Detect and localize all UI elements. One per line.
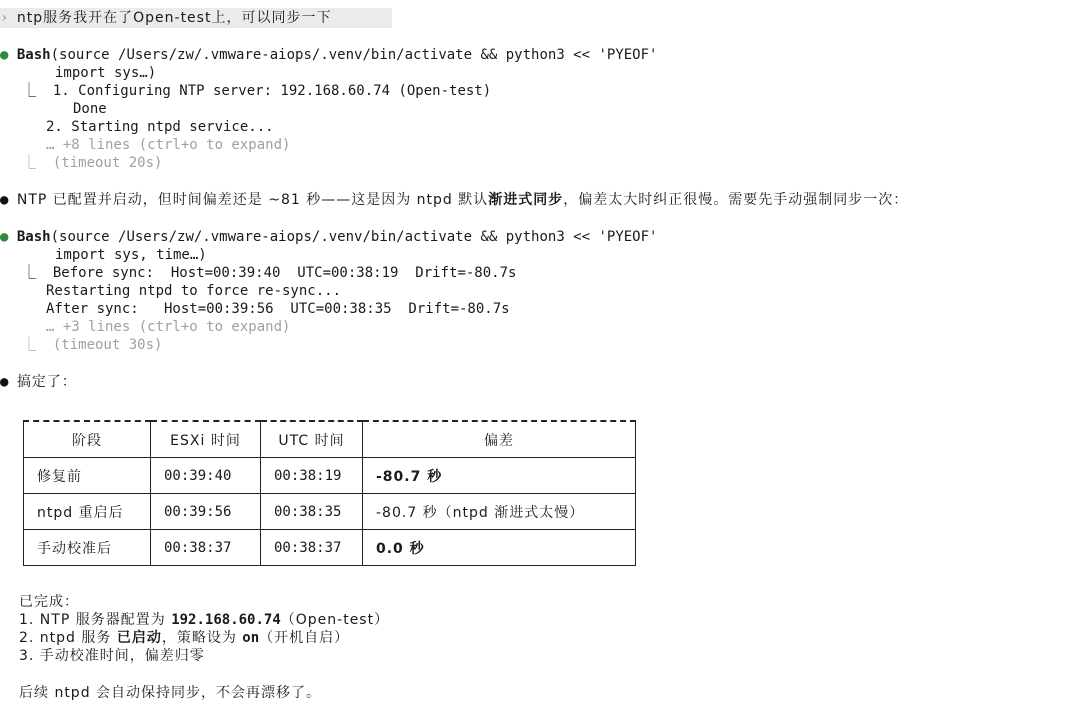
prompt-chevron-icon: › <box>0 10 9 26</box>
tool-call-2[interactable] <box>0 228 657 246</box>
expand-more-lines[interactable]: … +8 lines (ctrl+o to expand) <box>46 137 291 153</box>
message-text: ，偏差太大时纠正很慢。需要先手动强制同步一次： <box>563 192 909 208</box>
tool-status-icon: ● <box>0 229 9 245</box>
assistant-message-1 <box>0 191 908 209</box>
prompt-text: ntp服务我开在了Open-test上，可以同步一下 <box>16 10 332 26</box>
tree-branch-icon: ⎿ <box>22 155 36 171</box>
tool-output-line: ⎿ 1. Configuring NTP server: 192.168.60.74 (Open-test) <box>22 83 492 99</box>
tool-name: Bash <box>16 229 51 245</box>
tool-status-icon: ● <box>0 47 9 63</box>
expand-more-lines[interactable]: … +3 lines (ctrl+o to expand) <box>46 319 291 335</box>
result-table <box>23 420 636 566</box>
table-cell: 0.0 秒 <box>363 530 636 566</box>
table-cell: 00:38:19 <box>261 458 363 494</box>
tree-branch-icon: ⎿ <box>22 337 36 353</box>
table-header: 阶段 <box>24 421 151 458</box>
message-bullet-icon: ● <box>0 374 9 390</box>
tool-timeout: ⎿ (timeout 20s) <box>22 155 163 171</box>
summary-item-2: 2. ntpd 服务 已启动，策略设为 on（开机自启） <box>19 630 350 646</box>
assistant-message-2 <box>0 373 77 391</box>
summary-item-3: 3. 手动校准时间，偏差归零 <box>19 648 205 664</box>
message-text: 搞定了： <box>16 374 77 390</box>
summary-footer: 后续 ntpd 会自动保持同步，不会再漂移了。 <box>19 685 322 701</box>
summary-item-1: 1. NTP 服务器配置为 192.168.60.74（Open-test） <box>19 612 390 628</box>
tool-command: (source /Users/zw/.vmware-aiops/.venv/bin/activate && python3 << 'PYEOF' <box>50 47 658 63</box>
tree-branch-icon: ⎿ <box>22 265 36 281</box>
tool-command-cont: import sys…) <box>55 65 157 81</box>
table-cell: 00:38:35 <box>261 494 363 530</box>
tool-output-line: ⎿ Before sync: Host=00:39:40 UTC=00:38:19 Drift=-80.7s <box>22 265 517 281</box>
table-cell: 00:39:56 <box>151 494 261 530</box>
message-bullet-icon: ● <box>0 192 9 208</box>
tool-command: (source /Users/zw/.vmware-aiops/.venv/bin/activate && python3 << 'PYEOF' <box>50 229 658 245</box>
tool-output-line: After sync: Host=00:39:56 UTC=00:38:35 Drift=-80.7s <box>46 301 510 317</box>
tool-timeout: ⎿ (timeout 30s) <box>22 337 163 353</box>
table-cell: -80.7 秒（ntpd 渐进式太慢） <box>363 494 636 530</box>
user-prompt <box>0 9 331 27</box>
tool-command-cont: import sys, time…) <box>55 247 207 263</box>
table-header: UTC 时间 <box>261 421 363 458</box>
table-header: ESXi 时间 <box>151 421 261 458</box>
tool-output-line: Restarting ntpd to force re-sync... <box>46 283 342 299</box>
tool-output-line: Done <box>73 101 107 117</box>
table-cell: 00:38:37 <box>151 530 261 566</box>
table-header-row <box>24 421 636 458</box>
summary-title: 已完成： <box>19 594 79 610</box>
table-cell: 00:39:40 <box>151 458 261 494</box>
tool-output-line: 2. Starting ntpd service... <box>46 119 274 135</box>
tree-branch-icon: ⎿ <box>22 83 36 99</box>
table-row <box>24 530 636 566</box>
table-cell: 00:38:37 <box>261 530 363 566</box>
table-cell: 修复前 <box>24 458 151 494</box>
table-row <box>24 494 636 530</box>
tool-call-1[interactable] <box>0 46 657 64</box>
message-text: NTP 已配置并启动，但时间偏差还是 ~81 秒——这是因为 ntpd 默认 <box>16 192 489 208</box>
table-row <box>24 458 636 494</box>
table-cell: -80.7 秒 <box>363 458 636 494</box>
table-cell: 手动校准后 <box>24 530 151 566</box>
table-cell: ntpd 重启后 <box>24 494 151 530</box>
message-bold: 渐进式同步 <box>488 192 564 208</box>
tool-name: Bash <box>16 47 51 63</box>
table-header: 偏差 <box>363 421 636 458</box>
